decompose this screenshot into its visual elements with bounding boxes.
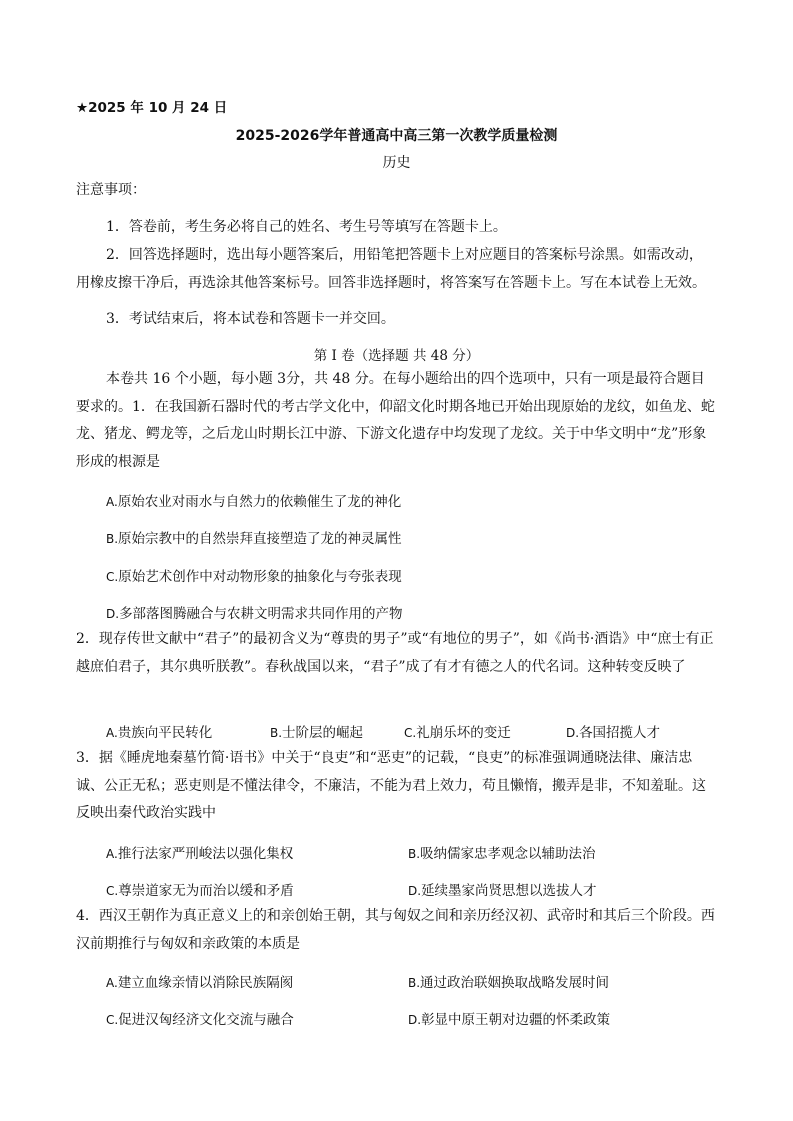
option-q3-d: D.延续墨家尚贤思想以选拔人才 [408,883,597,899]
option-q3-a: A.推行法家严刑峻法以强化集权 [106,846,294,862]
option-q2-a: A.贵族向平民转化 [106,725,213,741]
option-q1-b: B.原始宗教中的自然崇拜直接塑造了龙的神灵属性 [106,531,402,547]
section-title: 第 Ⅰ 卷（选择题 共 48 分） [313,348,480,364]
section-intro: 本卷共 16 个小题，每小题 3分，共 48 分。在每小题给出的四个选项中，只有一项是最符合题目要求的。1．在我国新石器时代的考古学文化中，仰韶文化时期各地已开始出现原始的龙纹，如鱼龙、蛇龙、猪龙、鳄龙等，之后龙山时期长江中游、下游文化遗存中均发现了龙纹。关于中华文明中“龙”形象形成的根源是 [76,371,715,470]
question-stem: 2．现存传世文献中“君子”的最初含义为“尊贵的男子”或“有地位的男子”，如《尚书·酒诰》中“庶士有正越庶伯君子，其尔典听朕教”。春秋战国以来，“君子”成了有才有德之人的代名词。这种转变反映了 [76,631,714,675]
option-q4-c: C.促进汉匈经济文化交流与融合 [106,1012,294,1028]
option-q1-a: A.原始农业对雨水与自然力的依赖催生了龙的神化 [106,494,402,510]
option-q2-d: D.各国招揽人才 [566,725,661,741]
option-q2-c: C.礼崩乐坏的变迁 [404,725,511,741]
option-q4-b: B.通过政治联姻换取战略发展时间 [408,975,610,991]
option-q3-b: B.吸纳儒家忠孝观念以辅助法治 [408,846,596,862]
option-q1-c: C.原始艺术创作中对动物形象的抽象化与夸张表现 [106,569,402,585]
exam-title: 2025-2026学年普通高中高三第一次教学质量检测 [235,128,558,144]
option-q1-d: D.多部落图腾融合与农耕文明需求共同作用的产物 [106,606,403,622]
option-q4-a: A.建立血缘亲情以消除民族隔阂 [106,975,294,991]
option-q2-b: B.士阶层的崛起 [270,725,364,741]
question-stem: 3．据《睡虎地秦墓竹简·语书》中关于“良吏”和“恶吏”的记载，“良吏”的标准强调通晓法律、廉洁忠诚、公正无私；恶吏则是不懂法律令，不廉洁，不能为君上效力，苟且懒惰，搬弄是非，不知羞耻。这反映出秦代政治实践中 [76,750,706,821]
exam-date: ★2025 年 10 月 24 日 [76,100,228,116]
subject-title: 历史 [382,155,411,171]
notice-item: 1．答卷前，考生务必将自己的姓名、考生号等填写在答题卡上。 [106,219,507,235]
notice-item: 2．回答选择题时，选出每小题答案后，用铅笔把答题卡上对应题目的答案标号涂黑。如需改动，用橡皮擦干净后，再选涂其他答案标号。回答非选择题时，将答案写在答题卡上。写在本试卷上无效。 [76,247,706,291]
notice-heading: 注意事项： [76,182,146,198]
notice-item: 3．考试结束后，将本试卷和答题卡一并交回。 [106,311,395,327]
option-q4-d: D.彰显中原王朝对边疆的怀柔政策 [408,1012,611,1028]
question-stem: 4．西汉王朝作为真正意义上的和亲创始王朝，其与匈奴之间和亲历经汉初、武帝时和其后三个阶段。西汉前期推行与匈奴和亲政策的本质是 [76,908,715,952]
option-q3-c: C.尊崇道家无为而治以缓和矛盾 [106,883,294,899]
